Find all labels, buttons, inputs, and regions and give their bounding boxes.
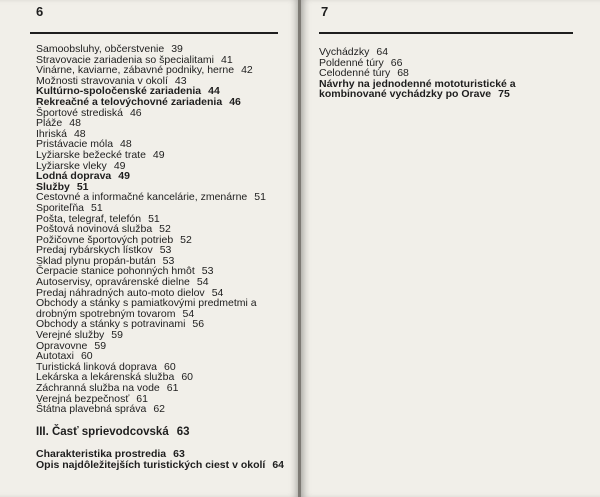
- toc-entry-title: Športové strediská: [36, 106, 123, 119]
- left-page: [0, 0, 299, 497]
- toc-entry-page: 46: [229, 95, 241, 108]
- toc-entry-page: 64: [376, 46, 389, 58]
- toc-list: [319, 47, 581, 100]
- toc-entry-title: Vinárne, kaviarne, zábavné podniky, herne: [36, 64, 235, 77]
- toc-entry-page: 64: [272, 458, 285, 471]
- toc-entry-page: 60: [181, 371, 194, 384]
- toc-entry-title: Cestovné a informačné kancelárie, zmenárne: [36, 191, 248, 204]
- toc-entry-page: 54: [211, 286, 224, 299]
- toc-entry-page: 66: [390, 56, 403, 69]
- toc-entry-page: 60: [80, 350, 93, 363]
- toc-entry-title: Ihriská: [36, 127, 67, 140]
- toc-entry-page: 48: [69, 117, 81, 130]
- toc-entry-title: Sporiteľňa: [36, 201, 85, 214]
- toc-entry-title: Vychádzky: [319, 46, 370, 58]
- toc-entry-title: Rekreačné a telovýchovné zariadenia: [36, 95, 223, 108]
- toc-entry-title: Poštová novinová služba: [36, 223, 153, 236]
- section-title: III. Časť sprievodcovská: [36, 426, 169, 438]
- toc-entry-page: 60: [164, 360, 176, 373]
- toc-entry-title: Lodná doprava: [36, 170, 112, 183]
- toc-entry-title: Obchody a stánky s pamiatkovými predmetmi a drobným spotrebným tovarom: [36, 297, 257, 320]
- toc-entry-title: Návrhy na jednodenné mototuristické a kombinované vychádzky po Orave: [319, 77, 516, 101]
- toc-entry: [319, 79, 581, 100]
- toc-entry-page: 46: [129, 106, 142, 119]
- toc-entry-page: 52: [180, 233, 192, 246]
- header-rule: [30, 32, 278, 34]
- toc-entry-page: 43: [174, 74, 187, 87]
- toc-entry: [36, 404, 286, 415]
- toc-entry-page: 49: [118, 170, 130, 183]
- toc-entry-title: Štátna plavebná správa: [36, 403, 147, 416]
- toc-entry-page: 53: [201, 265, 214, 278]
- toc-entry-title: Turistická linková doprava: [36, 360, 157, 373]
- toc-entry-page: 42: [241, 64, 253, 77]
- toc-entry-page: 52: [159, 223, 171, 236]
- toc-entry-page: 51: [91, 201, 103, 214]
- page-number: 7: [321, 4, 329, 19]
- toc-entry-page: 61: [136, 392, 148, 405]
- toc-entry-title: Celodenné túry: [319, 67, 391, 80]
- toc-entry-page: 48: [73, 127, 86, 140]
- header-rule: [319, 32, 573, 34]
- toc-entry-title: Verejná bezpečnosť: [36, 392, 130, 405]
- toc-entry-page: 39: [171, 43, 183, 55]
- toc-entry-page: 48: [120, 138, 132, 151]
- toc-entry-title: Možnosti stravovania v okolí: [36, 74, 168, 87]
- toc-entry-page: 68: [397, 67, 409, 80]
- toc-entry-title: Poldenné túry: [319, 56, 384, 69]
- toc-entry-page: 54: [182, 307, 195, 320]
- toc-entry-title: Lyžiarske vleky: [36, 159, 107, 172]
- toc-entry-title: Stravovacie zariadenia so špecialitami: [36, 53, 215, 66]
- toc-entry-title: Obchody a stánky s potravinami: [36, 318, 186, 331]
- toc-entry-page: 59: [94, 339, 107, 352]
- toc-entry-page: 62: [153, 403, 166, 416]
- toc-entry-title: Predaj rybárskych lístkov: [36, 244, 153, 257]
- toc-entry-page: 41: [221, 53, 233, 66]
- toc-entry-page: 53: [159, 244, 172, 257]
- toc-entry-page: 51: [254, 191, 266, 204]
- toc-entry-page: 49: [113, 159, 126, 172]
- toc-entry-title: Predaj náhradných auto-moto dielov: [36, 286, 205, 299]
- toc-entry-page: 53: [162, 254, 175, 267]
- toc-entry-title: Autotaxi: [36, 350, 74, 363]
- toc-entry-title: Lekárska a lekárenská služba: [36, 371, 175, 384]
- toc-entry-page: 63: [173, 448, 185, 460]
- toc-entry-title: Charakteristika prostredia: [36, 448, 167, 460]
- section-toc-list: [36, 449, 286, 471]
- toc-entry-title: Čerpacie stanice pohonných hmôt: [36, 265, 195, 278]
- toc-entry-page: 56: [192, 318, 205, 331]
- toc-entry-page: 54: [196, 276, 209, 289]
- toc-entry-page: 51: [148, 212, 160, 225]
- toc-entry-title: Opis najdôležitejších turistických ciest v okolí: [36, 458, 266, 471]
- toc-entry-title: Pláže: [36, 117, 63, 130]
- section-page: 63: [176, 426, 190, 438]
- toc-entry-title: Sklad plynu propán-bután: [36, 254, 156, 267]
- toc-entry-title: Samoobsluhy, občerstvenie: [36, 43, 165, 55]
- toc-entry-page: 75: [498, 88, 510, 101]
- toc-entry: [36, 298, 286, 319]
- toc-entry-page: 44: [208, 85, 220, 98]
- right-page: [301, 0, 600, 497]
- section-heading: [36, 426, 190, 438]
- toc-entry-title: Opravovne: [36, 339, 88, 352]
- toc-entry-page: 49: [152, 148, 165, 161]
- toc-entry-title: Lyžiarske bežecké trate: [36, 148, 146, 161]
- toc-entry-title: Záchranná služba na vode: [36, 382, 160, 394]
- toc-entry-title: Pošta, telegraf, telefón: [36, 212, 142, 225]
- toc-entry-page: 59: [111, 329, 123, 342]
- toc-entry-title: Pristávacie móla: [36, 138, 114, 151]
- toc-entry-title: Požičovne športových potrieb: [36, 233, 174, 246]
- toc-entry-title: Služby: [36, 180, 70, 193]
- toc-entry-page: 51: [76, 180, 89, 193]
- toc-entry: [36, 460, 286, 471]
- toc-list: [36, 44, 286, 415]
- toc-entry-page: 61: [166, 382, 179, 394]
- toc-entry: [36, 171, 286, 182]
- page-number: 6: [36, 4, 44, 19]
- toc-entry-title: Verejné služby: [36, 329, 105, 342]
- toc-entry-title: Autoservisy, opravárenské dielne: [36, 276, 190, 289]
- toc-entry-title: Kultúrno-spoločenské zariadenia: [36, 85, 202, 98]
